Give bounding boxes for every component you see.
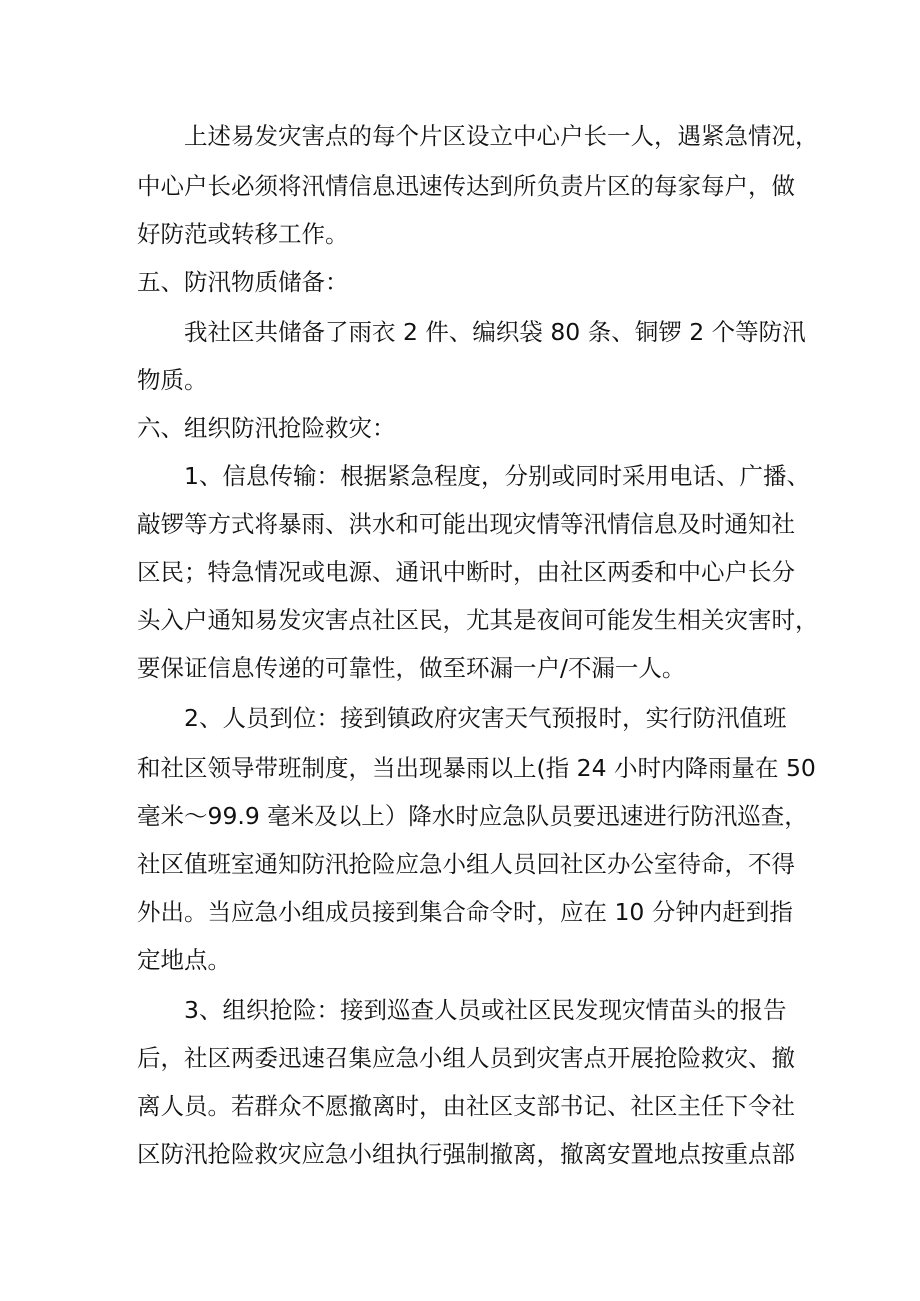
paragraph-line: 头入户通知易发灾害点社区民，尤其是夜间可能发生相关灾害时，: [137, 606, 819, 634]
paragraph-line: 我社区共储备了雨衣 2 件、编织袋 80 条、铜锣 2 个等防汛: [184, 318, 806, 346]
paragraph-line: 社区值班室通知防汛抢险应急小组人员回社区办公室待命，不得: [137, 850, 795, 878]
paragraph-line: 离人员。若群众不愿撤离时，由社区支部书记、社区主任下令社: [137, 1092, 795, 1120]
paragraph-line: 区民；特急情况或电源、通讯中断时，由社区两委和中心户长分: [137, 558, 795, 586]
paragraph-line: 区防汛抢险救灾应急小组执行强制撤离，撤离安置地点按重点部: [137, 1140, 795, 1168]
section-heading: 五、防汛物质储备：: [137, 268, 349, 296]
paragraph-line: 物质。: [137, 366, 208, 394]
paragraph-line: 后，社区两委迅速召集应急小组人员到灾害点开展抢险救灾、撤: [137, 1044, 795, 1072]
section-heading: 六、组织防汛抢险救灾：: [137, 414, 396, 442]
paragraph-line: 毫米〜99.9 毫米及以上）降水时应急队员要迅速进行防汛巡查，: [137, 802, 808, 830]
paragraph-line: 要保证信息传递的可靠性，做至环漏一户/不漏一人。: [137, 654, 686, 682]
paragraph-line: 和社区领导带班制度，当出现暴雨以上(指 24 小时内降雨量在 50: [137, 754, 816, 782]
paragraph-line: 好防范或转移工作。: [137, 220, 349, 248]
paragraph-line: 3、组织抢险：接到巡查人员或社区民发现灾情苗头的报告: [184, 996, 787, 1024]
paragraph-line: 2、人员到位：接到镇政府灾害天气预报时，实行防汛值班: [184, 704, 787, 732]
paragraph-line: 上述易发灾害点的每个片区设立中心户长一人，遇紧急情况，: [184, 122, 819, 150]
paragraph-line: 定地点。: [137, 946, 231, 974]
paragraph-line: 中心户长必须将汛情信息迅速传达到所负责片区的每家每户，做: [137, 172, 795, 200]
paragraph-line: 1、信息传输：根据紧急程度，分别或同时采用电话、广播、: [184, 462, 810, 490]
paragraph-line: 敲锣等方式将暴雨、洪水和可能出现灾情等汛情信息及时通知社: [137, 510, 795, 538]
paragraph-line: 外出。当应急小组成员接到集合命令时，应在 10 分钟内赶到指: [137, 898, 793, 926]
